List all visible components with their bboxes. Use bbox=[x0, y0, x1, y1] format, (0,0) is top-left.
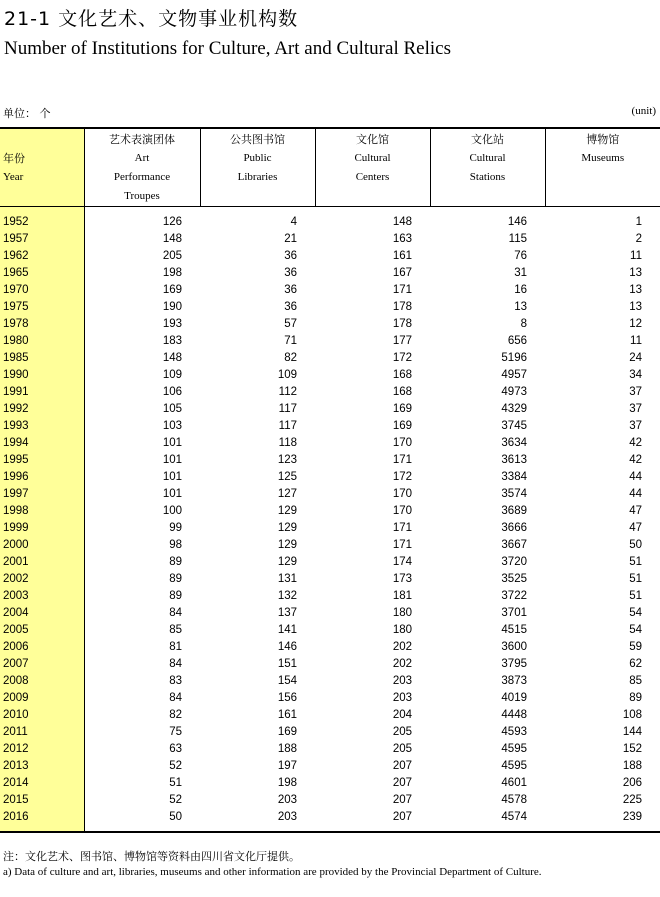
table-top-spacer bbox=[0, 207, 660, 215]
cell-cultural-centers: 203 bbox=[392, 675, 412, 687]
cell-cultural-centers: 180 bbox=[392, 624, 412, 636]
cell-libraries: 57 bbox=[284, 318, 297, 330]
cell-art-troupes: 148 bbox=[162, 233, 182, 245]
cell-museums: 13 bbox=[629, 301, 642, 313]
header-museums-cn: 博物馆 bbox=[586, 133, 620, 146]
cell-art-troupes: 190 bbox=[162, 301, 182, 313]
cell-libraries: 117 bbox=[278, 403, 297, 415]
cell-museums: 144 bbox=[622, 726, 642, 738]
table-row bbox=[0, 537, 660, 554]
cell-cultural-centers: 163 bbox=[392, 233, 412, 245]
cell-museums: 47 bbox=[629, 522, 642, 534]
cell-cultural-stations: 115 bbox=[508, 233, 527, 245]
cell-museums: 225 bbox=[622, 794, 642, 806]
cell-museums: 37 bbox=[629, 420, 642, 432]
cell-art-troupes: 85 bbox=[169, 624, 182, 636]
table-row bbox=[0, 248, 660, 265]
cell-cultural-centers: 168 bbox=[392, 369, 412, 381]
table-row bbox=[0, 741, 660, 758]
cell-year: 1970 bbox=[0, 282, 84, 299]
cell-art-troupes: 106 bbox=[162, 386, 182, 398]
cell-museums: 239 bbox=[622, 811, 642, 823]
cell-libraries: 203 bbox=[277, 811, 297, 823]
header-museums bbox=[545, 128, 660, 207]
cell-cultural-stations: 5196 bbox=[501, 352, 527, 364]
cell-art-troupes: 63 bbox=[169, 743, 182, 755]
cell-art-troupes: 99 bbox=[169, 522, 182, 534]
cell-cultural-centers: 205 bbox=[392, 743, 412, 755]
cell-museums: 12 bbox=[629, 318, 642, 330]
cell-cultural-centers: 172 bbox=[392, 352, 412, 364]
cell-museums: 37 bbox=[629, 386, 642, 398]
footnote-en: a) Data of culture and art, libraries, museums and other information are provided by the Provincial Department of Culture. bbox=[3, 866, 542, 878]
cell-cultural-stations: 4595 bbox=[501, 743, 527, 755]
table-row bbox=[0, 316, 660, 333]
cell-art-troupes: 84 bbox=[169, 607, 182, 619]
table-row bbox=[0, 588, 660, 605]
cell-cultural-stations: 4593 bbox=[501, 726, 527, 738]
cell-cultural-centers: 178 bbox=[392, 301, 412, 313]
header-cultural-centers-cn: 文化馆 bbox=[356, 133, 389, 146]
table-row bbox=[0, 265, 660, 282]
cell-cultural-centers: 171 bbox=[392, 454, 412, 466]
cell-cultural-centers: 172 bbox=[392, 471, 412, 483]
cell-libraries: 117 bbox=[278, 420, 297, 432]
table-body bbox=[0, 207, 660, 833]
cell-year: 1995 bbox=[0, 452, 84, 469]
cell-libraries: 129 bbox=[277, 522, 297, 534]
cell-year: 1990 bbox=[0, 367, 84, 384]
cell-museums: 37 bbox=[629, 403, 642, 415]
cell-art-troupes: 84 bbox=[169, 692, 182, 704]
cell-museums: 85 bbox=[629, 675, 642, 687]
header-cultural-stations-en-1: Cultural bbox=[469, 152, 506, 164]
cell-year: 1993 bbox=[0, 418, 84, 435]
cell-year: 1978 bbox=[0, 316, 84, 333]
cell-art-troupes: 198 bbox=[162, 267, 182, 279]
table-row bbox=[0, 775, 660, 792]
header-art-troupes bbox=[84, 128, 200, 207]
cell-cultural-stations: 4448 bbox=[501, 709, 527, 721]
cell-art-troupes: 101 bbox=[162, 471, 182, 483]
cell-art-troupes: 75 bbox=[169, 726, 182, 738]
cell-cultural-centers: 161 bbox=[392, 250, 412, 262]
cell-art-troupes: 89 bbox=[169, 556, 182, 568]
cell-cultural-stations: 3701 bbox=[501, 607, 527, 619]
cell-museums: 13 bbox=[629, 267, 642, 279]
cell-year: 2006 bbox=[0, 639, 84, 656]
cell-art-troupes: 52 bbox=[169, 760, 182, 772]
cell-art-troupes: 101 bbox=[162, 437, 182, 449]
cell-year: 1985 bbox=[0, 350, 84, 367]
cell-cultural-centers: 207 bbox=[392, 777, 412, 789]
header-cultural-stations bbox=[430, 128, 545, 207]
cell-year: 1980 bbox=[0, 333, 84, 350]
cell-year: 1998 bbox=[0, 503, 84, 520]
cell-cultural-centers: 205 bbox=[392, 726, 412, 738]
cell-year: 2012 bbox=[0, 741, 84, 758]
cell-libraries: 132 bbox=[277, 590, 297, 602]
cell-year: 1996 bbox=[0, 469, 84, 486]
cell-cultural-centers: 148 bbox=[392, 216, 412, 228]
cell-libraries: 118 bbox=[278, 437, 297, 449]
cell-art-troupes: 101 bbox=[162, 488, 182, 500]
cell-museums: 42 bbox=[629, 454, 642, 466]
table-bottom-spacer bbox=[0, 826, 660, 832]
institutions-table bbox=[0, 127, 660, 833]
cell-libraries: 36 bbox=[284, 250, 297, 262]
table-row bbox=[0, 605, 660, 622]
cell-libraries: 131 bbox=[277, 573, 297, 585]
cell-art-troupes: 103 bbox=[162, 420, 182, 432]
table-row bbox=[0, 707, 660, 724]
unit-label-cn: 单位： 个 bbox=[3, 107, 51, 120]
page-title-en: Number of Institutions for Culture, Art and Cultural Relics bbox=[4, 38, 451, 59]
table-row bbox=[0, 571, 660, 588]
cell-cultural-centers: 171 bbox=[392, 539, 412, 551]
table-header-row bbox=[0, 128, 660, 207]
header-libraries bbox=[200, 128, 315, 207]
cell-libraries: 21 bbox=[284, 233, 297, 245]
header-cultural-centers-en-2: Centers bbox=[355, 171, 390, 183]
cell-libraries: 154 bbox=[277, 675, 297, 687]
cell-year: 2005 bbox=[0, 622, 84, 639]
cell-cultural-stations: 4595 bbox=[501, 760, 527, 772]
cell-cultural-stations: 3574 bbox=[501, 488, 527, 500]
cell-year: 1991 bbox=[0, 384, 84, 401]
cell-art-troupes: 89 bbox=[169, 590, 182, 602]
cell-libraries: 36 bbox=[284, 284, 297, 296]
cell-museums: 188 bbox=[622, 760, 642, 772]
cell-cultural-centers: 202 bbox=[392, 658, 412, 670]
cell-year: 1975 bbox=[0, 299, 84, 316]
cell-libraries: 36 bbox=[284, 267, 297, 279]
cell-cultural-stations: 3613 bbox=[501, 454, 527, 466]
table-row bbox=[0, 418, 660, 435]
footnote-cn: 注：文化艺术、图书馆、博物馆等资料由四川省文化厅提供。 bbox=[3, 850, 300, 863]
cell-year: 2008 bbox=[0, 673, 84, 690]
header-cultural-centers bbox=[315, 128, 430, 207]
cell-year: 1997 bbox=[0, 486, 84, 503]
header-libraries-en-1: Public bbox=[243, 152, 272, 164]
header-cultural-stations-en-2: Stations bbox=[469, 171, 506, 183]
header-art-troupes-en-1: Art bbox=[134, 152, 150, 164]
cell-libraries: 198 bbox=[277, 777, 297, 789]
cell-year: 2016 bbox=[0, 809, 84, 826]
cell-cultural-centers: 170 bbox=[392, 437, 412, 449]
header-libraries-en-2: Libraries bbox=[237, 171, 278, 183]
cell-cultural-stations: 656 bbox=[507, 335, 527, 347]
table-row bbox=[0, 656, 660, 673]
cell-year: 2004 bbox=[0, 605, 84, 622]
cell-libraries: 129 bbox=[277, 505, 297, 517]
cell-year: 1999 bbox=[0, 520, 84, 537]
cell-cultural-stations: 4578 bbox=[501, 794, 527, 806]
cell-cultural-centers: 173 bbox=[392, 573, 412, 585]
cell-museums: 59 bbox=[629, 641, 642, 653]
cell-museums: 42 bbox=[629, 437, 642, 449]
cell-libraries: 82 bbox=[284, 352, 297, 364]
table-row bbox=[0, 486, 660, 503]
cell-libraries: 197 bbox=[277, 760, 297, 772]
cell-museums: 51 bbox=[629, 573, 642, 585]
header-year-en: Year bbox=[3, 171, 24, 183]
cell-museums: 89 bbox=[629, 692, 642, 704]
cell-cultural-stations: 16 bbox=[514, 284, 527, 296]
cell-cultural-centers: 202 bbox=[392, 641, 412, 653]
cell-cultural-centers: 180 bbox=[392, 607, 412, 619]
cell-cultural-centers: 174 bbox=[392, 556, 412, 568]
unit-label-en: (unit) bbox=[631, 105, 656, 117]
cell-art-troupes: 105 bbox=[162, 403, 182, 415]
cell-libraries: 137 bbox=[277, 607, 297, 619]
cell-year: 1965 bbox=[0, 265, 84, 282]
cell-cultural-centers: 207 bbox=[392, 794, 412, 806]
header-art-troupes-en-2: Performance bbox=[113, 171, 171, 183]
table-row bbox=[0, 724, 660, 741]
cell-libraries: 112 bbox=[278, 386, 297, 398]
cell-cultural-stations: 3634 bbox=[501, 437, 527, 449]
table-row bbox=[0, 520, 660, 537]
cell-year: 2003 bbox=[0, 588, 84, 605]
table-row bbox=[0, 622, 660, 639]
cell-year: 2009 bbox=[0, 690, 84, 707]
header-year bbox=[0, 128, 84, 207]
cell-cultural-centers: 181 bbox=[392, 590, 412, 602]
cell-year: 2015 bbox=[0, 792, 84, 809]
cell-cultural-stations: 31 bbox=[514, 267, 527, 279]
cell-museums: 62 bbox=[629, 658, 642, 670]
cell-cultural-centers: 169 bbox=[392, 403, 412, 415]
table-row bbox=[0, 401, 660, 418]
cell-museums: 206 bbox=[622, 777, 642, 789]
cell-libraries: 151 bbox=[277, 658, 297, 670]
cell-museums: 2 bbox=[635, 233, 642, 245]
cell-art-troupes: 126 bbox=[162, 216, 182, 228]
cell-cultural-stations: 3384 bbox=[501, 471, 527, 483]
cell-art-troupes: 51 bbox=[169, 777, 182, 789]
cell-libraries: 36 bbox=[284, 301, 297, 313]
table-row bbox=[0, 435, 660, 452]
table-row bbox=[0, 673, 660, 690]
table-row bbox=[0, 231, 660, 248]
cell-year: 2002 bbox=[0, 571, 84, 588]
cell-libraries: 125 bbox=[277, 471, 297, 483]
cell-cultural-centers: 203 bbox=[392, 692, 412, 704]
cell-art-troupes: 183 bbox=[162, 335, 182, 347]
cell-cultural-centers: 207 bbox=[392, 760, 412, 772]
cell-libraries: 4 bbox=[290, 216, 297, 228]
cell-cultural-stations: 3600 bbox=[501, 641, 527, 653]
cell-art-troupes: 89 bbox=[169, 573, 182, 585]
cell-museums: 24 bbox=[629, 352, 642, 364]
cell-museums: 44 bbox=[629, 488, 642, 500]
cell-art-troupes: 169 bbox=[162, 284, 182, 296]
cell-art-troupes: 84 bbox=[169, 658, 182, 670]
cell-cultural-stations: 3666 bbox=[501, 522, 527, 534]
cell-cultural-stations: 3720 bbox=[501, 556, 527, 568]
table-row bbox=[0, 758, 660, 775]
cell-cultural-stations: 3689 bbox=[501, 505, 527, 517]
header-cultural-stations-cn: 文化站 bbox=[471, 133, 504, 146]
cell-cultural-centers: 167 bbox=[392, 267, 412, 279]
cell-cultural-centers: 171 bbox=[392, 522, 412, 534]
cell-cultural-centers: 178 bbox=[392, 318, 412, 330]
cell-art-troupes: 148 bbox=[162, 352, 182, 364]
cell-cultural-centers: 171 bbox=[392, 284, 412, 296]
header-museums-en: Museums bbox=[581, 152, 625, 164]
cell-museums: 54 bbox=[629, 624, 642, 636]
cell-museums: 11 bbox=[630, 335, 642, 347]
table-row bbox=[0, 639, 660, 656]
table-row bbox=[0, 282, 660, 299]
cell-art-troupes: 109 bbox=[162, 369, 182, 381]
cell-year: 2007 bbox=[0, 656, 84, 673]
cell-cultural-stations: 3667 bbox=[501, 539, 527, 551]
cell-libraries: 141 bbox=[277, 624, 297, 636]
cell-cultural-stations: 4601 bbox=[501, 777, 527, 789]
table-row bbox=[0, 809, 660, 826]
cell-art-troupes: 100 bbox=[162, 505, 182, 517]
cell-art-troupes: 98 bbox=[169, 539, 182, 551]
cell-cultural-stations: 76 bbox=[514, 250, 527, 262]
header-cultural-centers-en-1: Cultural bbox=[354, 152, 391, 164]
cell-museums: 1 bbox=[635, 216, 642, 228]
cell-year: 2013 bbox=[0, 758, 84, 775]
cell-museums: 13 bbox=[629, 284, 642, 296]
cell-cultural-centers: 207 bbox=[392, 811, 412, 823]
table-row bbox=[0, 469, 660, 486]
cell-art-troupes: 52 bbox=[169, 794, 182, 806]
table-row bbox=[0, 792, 660, 809]
cell-libraries: 109 bbox=[277, 369, 297, 381]
cell-cultural-centers: 170 bbox=[392, 488, 412, 500]
cell-cultural-centers: 169 bbox=[392, 420, 412, 432]
cell-libraries: 169 bbox=[277, 726, 297, 738]
cell-art-troupes: 83 bbox=[169, 675, 182, 687]
cell-cultural-stations: 3745 bbox=[501, 420, 527, 432]
cell-libraries: 161 bbox=[277, 709, 297, 721]
cell-museums: 54 bbox=[629, 607, 642, 619]
cell-cultural-stations: 4973 bbox=[501, 386, 527, 398]
cell-museums: 34 bbox=[629, 369, 642, 381]
cell-libraries: 129 bbox=[277, 556, 297, 568]
cell-libraries: 156 bbox=[277, 692, 297, 704]
cell-art-troupes: 101 bbox=[162, 454, 182, 466]
cell-year: 1994 bbox=[0, 435, 84, 452]
table-row bbox=[0, 452, 660, 469]
cell-cultural-centers: 168 bbox=[392, 386, 412, 398]
cell-art-troupes: 81 bbox=[169, 641, 182, 653]
header-libraries-cn: 公共图书馆 bbox=[230, 133, 285, 146]
cell-libraries: 203 bbox=[277, 794, 297, 806]
cell-museums: 51 bbox=[629, 590, 642, 602]
table-row bbox=[0, 350, 660, 367]
cell-libraries: 123 bbox=[277, 454, 297, 466]
cell-libraries: 127 bbox=[277, 488, 297, 500]
cell-cultural-centers: 177 bbox=[392, 335, 412, 347]
cell-year: 2000 bbox=[0, 537, 84, 554]
header-art-troupes-en-3: Troupes bbox=[124, 190, 160, 202]
table-row bbox=[0, 214, 660, 231]
cell-year: 2001 bbox=[0, 554, 84, 571]
cell-year: 2014 bbox=[0, 775, 84, 792]
cell-year: 1952 bbox=[0, 214, 84, 231]
cell-museums: 108 bbox=[622, 709, 642, 721]
cell-libraries: 71 bbox=[284, 335, 297, 347]
table-row bbox=[0, 384, 660, 401]
table-row bbox=[0, 503, 660, 520]
table-row bbox=[0, 554, 660, 571]
cell-cultural-centers: 170 bbox=[392, 505, 412, 517]
cell-year: 1992 bbox=[0, 401, 84, 418]
cell-museums: 51 bbox=[629, 556, 642, 568]
cell-cultural-stations: 4574 bbox=[501, 811, 527, 823]
table-row bbox=[0, 299, 660, 316]
table-row bbox=[0, 690, 660, 707]
cell-museums: 50 bbox=[629, 539, 642, 551]
cell-libraries: 146 bbox=[277, 641, 297, 653]
cell-year: 1957 bbox=[0, 231, 84, 248]
cell-art-troupes: 205 bbox=[162, 250, 182, 262]
cell-cultural-centers: 204 bbox=[392, 709, 412, 721]
header-year-cn: 年份 bbox=[3, 152, 25, 165]
page-title-cn: 21-1 文化艺术、文物事业机构数 bbox=[4, 8, 299, 30]
cell-museums: 152 bbox=[622, 743, 642, 755]
cell-cultural-stations: 4515 bbox=[501, 624, 527, 636]
cell-cultural-stations: 8 bbox=[520, 318, 527, 330]
cell-art-troupes: 50 bbox=[169, 811, 182, 823]
cell-cultural-stations: 4957 bbox=[501, 369, 527, 381]
header-art-troupes-cn: 艺术表演团体 bbox=[109, 133, 175, 146]
cell-museums: 11 bbox=[630, 250, 642, 262]
cell-museums: 47 bbox=[629, 505, 642, 517]
cell-year: 1962 bbox=[0, 248, 84, 265]
cell-cultural-stations: 3722 bbox=[501, 590, 527, 602]
cell-cultural-stations: 146 bbox=[507, 216, 527, 228]
cell-year: 2010 bbox=[0, 707, 84, 724]
cell-libraries: 188 bbox=[277, 743, 297, 755]
cell-cultural-stations: 13 bbox=[514, 301, 527, 313]
cell-art-troupes: 82 bbox=[169, 709, 182, 721]
cell-cultural-stations: 3873 bbox=[501, 675, 527, 687]
cell-libraries: 129 bbox=[277, 539, 297, 551]
cell-cultural-stations: 3525 bbox=[501, 573, 527, 585]
cell-cultural-stations: 3795 bbox=[501, 658, 527, 670]
cell-art-troupes: 193 bbox=[162, 318, 182, 330]
cell-cultural-stations: 4019 bbox=[501, 692, 527, 704]
cell-year: 2011 bbox=[0, 724, 84, 741]
table-row bbox=[0, 333, 660, 350]
table-row bbox=[0, 367, 660, 384]
cell-cultural-stations: 4329 bbox=[501, 403, 527, 415]
cell-museums: 44 bbox=[629, 471, 642, 483]
